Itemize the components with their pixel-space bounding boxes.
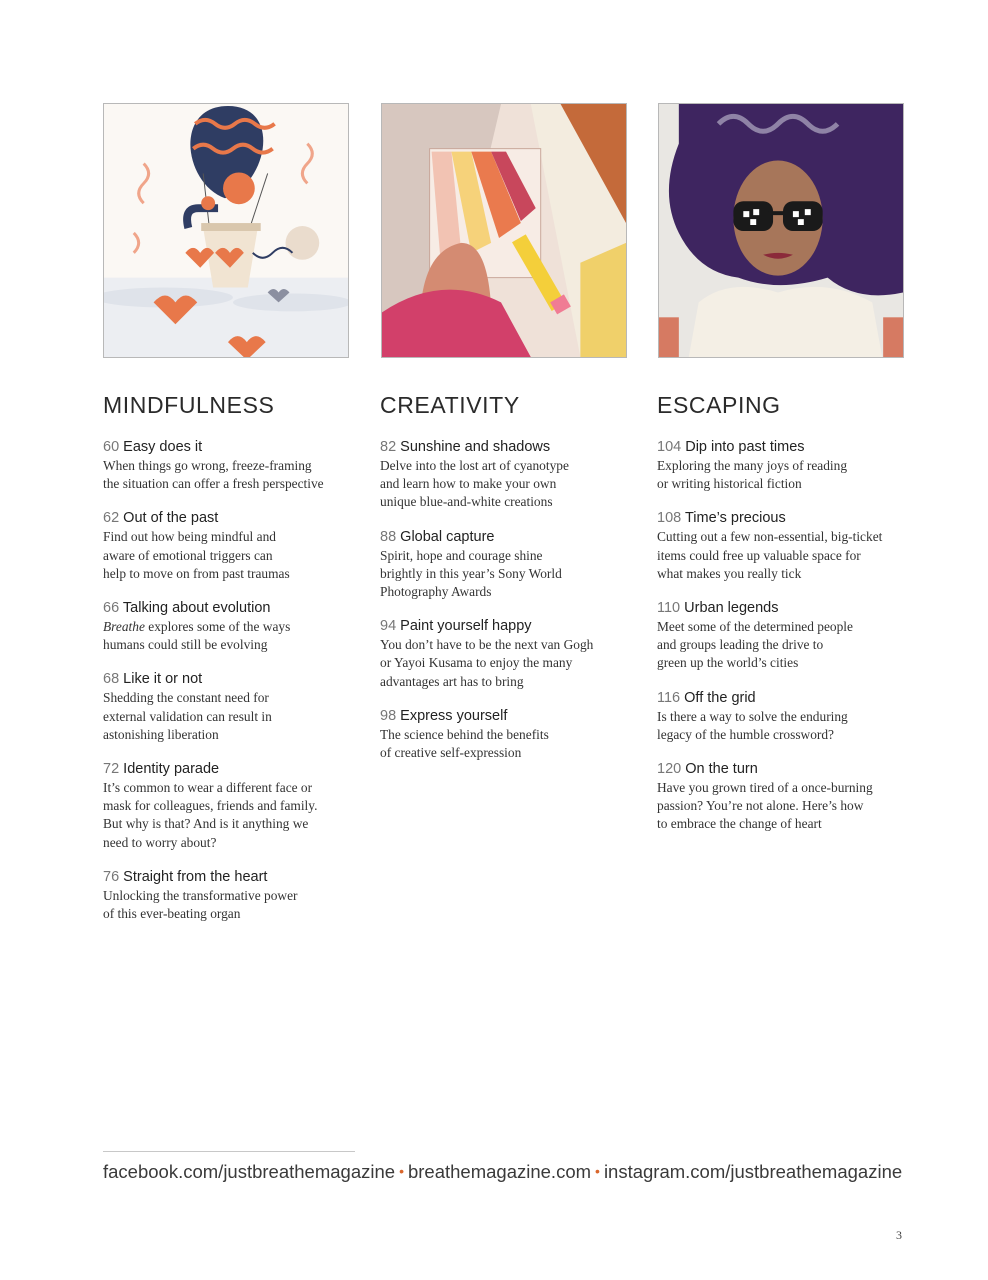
- separator-dot: •: [399, 1163, 404, 1179]
- section-heading-creativity: CREATIVITY: [380, 392, 520, 418]
- entry-description: Breathe explores some of the ways humans could still be evolving: [103, 619, 291, 653]
- facebook-link[interactable]: facebook.com/justbreathemagazine: [103, 1161, 396, 1182]
- entry-description: Is there a way to solve the enduring legacy of the humble crossword?: [657, 708, 848, 742]
- section-heading-mindfulness: MINDFULNESS: [103, 392, 275, 418]
- entry-title: Urban legends: [684, 600, 779, 617]
- toc-entry[interactable]: [657, 689, 917, 744]
- mindfulness-column: [103, 392, 363, 939]
- entry-description: Cutting out a few non-essential, big-ticket items could free up valuable space for what makes you really tick: [657, 529, 883, 581]
- entry-title: Easy does it: [123, 439, 203, 455]
- escaping-column: [657, 392, 917, 850]
- footer-links: [103, 1159, 902, 1186]
- page-number: 82: [380, 439, 397, 455]
- entry-title: Express yourself: [400, 707, 508, 724]
- page-number: 76: [103, 868, 120, 885]
- entry-title: Global capture: [400, 528, 495, 545]
- toc-entry[interactable]: [380, 438, 640, 512]
- page-number: 110: [657, 600, 681, 617]
- entry-description: Delve into the lost art of cyanotype and learn how to make your own unique blue-and-white creations: [380, 458, 569, 510]
- entry-description: Have you grown tired of a once-burning passion? You’re not alone. Here’s how to embrace the change of heart: [657, 780, 873, 832]
- toc-entry[interactable]: [380, 528, 640, 602]
- entry-title: Paint yourself happy: [400, 618, 532, 635]
- toc-entry[interactable]: [380, 707, 640, 762]
- page-number-footer: 3: [896, 1228, 902, 1242]
- toc-entry[interactable]: [103, 868, 363, 923]
- entry-title: On the turn: [685, 761, 758, 778]
- page-number: 116: [657, 689, 681, 706]
- toc-entry[interactable]: [103, 599, 363, 654]
- entry-description: Find out how being mindful and aware of emotional triggers can help to move on from past traumas: [103, 529, 290, 581]
- toc-entry[interactable]: [103, 509, 363, 583]
- page-number: 108: [657, 510, 682, 527]
- separator-dot: •: [595, 1163, 600, 1179]
- toc-entry[interactable]: [657, 760, 917, 834]
- entry-description: Unlocking the transformative power of this ever-beating organ: [103, 887, 298, 922]
- section-heading-escaping: ESCAPING: [657, 392, 781, 418]
- page-number: 60: [103, 439, 120, 455]
- entry-title: Sunshine and shadows: [400, 439, 551, 455]
- toc-entry[interactable]: [380, 617, 640, 691]
- instagram-link[interactable]: instagram.com/justbreathemagazine: [603, 1161, 903, 1182]
- toc-entry[interactable]: [657, 438, 917, 493]
- entry-title: Off the grid: [684, 689, 756, 706]
- pencil-curtain-illustration: [381, 103, 627, 358]
- page-number: 94: [380, 618, 397, 635]
- toc-entry[interactable]: [657, 599, 917, 673]
- website-link[interactable]: breathemagazine.com: [407, 1161, 592, 1182]
- page-number: 120: [657, 761, 682, 778]
- creativity-column: [380, 392, 640, 778]
- woman-sunglasses-illustration: [658, 103, 904, 358]
- entry-title: Like it or not: [123, 671, 203, 688]
- toc-entry[interactable]: [103, 670, 363, 744]
- page-number: 72: [103, 761, 120, 778]
- entry-description: Spirit, hope and courage shine brightly in this year’s Sony World Photography Awards: [380, 547, 562, 600]
- page-number: 104: [657, 439, 682, 455]
- page-number: 98: [380, 707, 397, 724]
- entry-title: Talking about evolution: [122, 600, 271, 617]
- entry-title: Dip into past times: [685, 439, 805, 455]
- page-number: 62: [103, 510, 120, 527]
- entry-description: The science behind the benefits of creative self-expression: [380, 726, 549, 761]
- footer-divider: [103, 1151, 355, 1152]
- entry-description: Exploring the many joys of reading or writing historical fiction: [657, 458, 848, 492]
- entry-description: Meet some of the determined people and groups leading the drive to green up the world’s cities: [657, 619, 853, 671]
- entry-title: Identity parade: [123, 761, 220, 778]
- entry-title: Straight from the heart: [123, 868, 268, 885]
- toc-entry[interactable]: [103, 438, 363, 493]
- magazine-name: Breathe: [103, 619, 145, 635]
- entry-description: Shedding the constant need for external validation can result in astonishing liberation: [103, 690, 272, 742]
- page-number: 88: [380, 528, 397, 545]
- entry-title: Out of the past: [123, 510, 219, 527]
- entry-title: Time’s precious: [684, 510, 786, 527]
- entry-description: It’s common to wear a different face or mask for colleagues, friends and family. But why is that? And is it anything we need to worry about?: [103, 780, 318, 850]
- entry-description: You don’t have to be the next van Gogh or Yayoi Kusama to enjoy the many advantages art has to bring: [380, 637, 594, 689]
- page-number: 66: [103, 600, 120, 617]
- page-number: 68: [103, 671, 120, 688]
- hot-air-balloon-illustration: [103, 103, 349, 358]
- entry-description: When things go wrong, freeze-framing the situation can offer a fresh perspective: [103, 458, 324, 492]
- toc-entry[interactable]: [657, 509, 917, 583]
- toc-entry[interactable]: [103, 760, 363, 852]
